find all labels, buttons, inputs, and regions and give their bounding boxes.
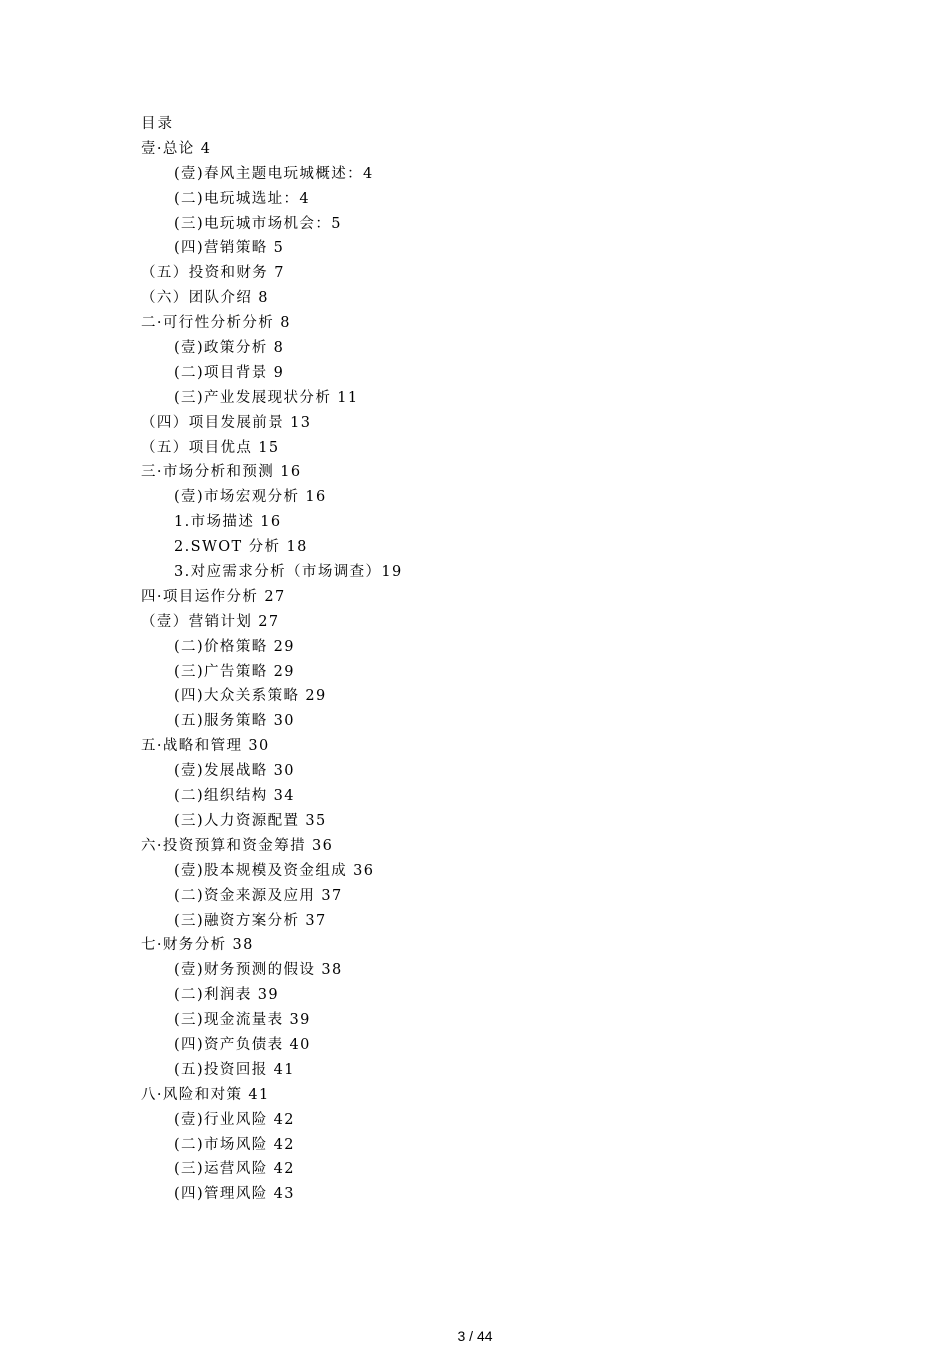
toc-entry: (壹)政策分析 8 bbox=[174, 340, 285, 357]
toc-entry: 五·战略和管理 30 bbox=[141, 738, 270, 755]
toc-entry: 七·财务分析 38 bbox=[141, 937, 254, 954]
toc-entry: （五）投资和财务 7 bbox=[141, 265, 285, 282]
toc-entry: (壹)市场宏观分析 16 bbox=[174, 489, 327, 506]
toc-entry: (壹)行业风险 42 bbox=[174, 1111, 295, 1128]
toc-entry: (二)电玩城选址：4 bbox=[174, 190, 311, 207]
toc-entry: (四)营销策略 5 bbox=[174, 240, 285, 257]
toc-entry: 2.SWOT 分析 18 bbox=[174, 539, 308, 556]
toc-entry: 八·风险和对策 41 bbox=[141, 1086, 270, 1103]
toc-title: 目录 bbox=[141, 116, 174, 132]
toc-entry: 壹·总论 4 bbox=[141, 140, 212, 157]
toc-entry: (三)现金流量表 39 bbox=[174, 1012, 311, 1029]
toc-entry: (五)投资回报 41 bbox=[174, 1061, 295, 1078]
toc-entry: (三)产业发展现状分析 11 bbox=[174, 389, 359, 406]
toc-entry: (四)管理风险 43 bbox=[174, 1186, 295, 1203]
toc-entry: (二)组织结构 34 bbox=[174, 788, 295, 805]
toc-entry: (二)市场风险 42 bbox=[174, 1136, 295, 1153]
toc-entry: （四）项目发展前景 13 bbox=[141, 414, 312, 431]
toc-entry: (三)电玩城市场机会：5 bbox=[174, 215, 342, 232]
toc-entry: (二)项目背景 9 bbox=[174, 364, 285, 381]
toc-entry: 二·可行性分析分析 8 bbox=[141, 315, 291, 332]
toc-entry: (壹)财务预测的假设 38 bbox=[174, 962, 343, 979]
page-number: 3 / 44 bbox=[457, 1328, 493, 1344]
toc-entry: 四·项目运作分析 27 bbox=[141, 588, 286, 605]
toc-entry: (三)人力资源配置 35 bbox=[174, 812, 327, 829]
toc-entry: (五)服务策略 30 bbox=[174, 713, 295, 730]
table-of-contents bbox=[141, 112, 403, 1207]
toc-entry: (三)运营风险 42 bbox=[174, 1161, 295, 1178]
toc-entry: (二)价格策略 29 bbox=[174, 638, 295, 655]
toc-entry: (四)大众关系策略 29 bbox=[174, 688, 327, 705]
toc-entry: (四)资产负债表 40 bbox=[174, 1036, 311, 1053]
toc-entry: (二)利润表 39 bbox=[174, 987, 279, 1004]
toc-entry: (三)广告策略 29 bbox=[174, 663, 295, 680]
toc-entry: 六·投资预算和资金筹措 36 bbox=[141, 837, 334, 854]
toc-entry: （六）团队介绍 8 bbox=[141, 290, 269, 307]
toc-entry: (壹)发展战略 30 bbox=[174, 763, 295, 780]
toc-entry: (二)资金来源及应用 37 bbox=[174, 887, 343, 904]
toc-entry: （壹）营销计划 27 bbox=[141, 613, 280, 630]
toc-entry: 3.对应需求分析（市场调查）19 bbox=[174, 564, 403, 581]
toc-entry: 三·市场分析和预测 16 bbox=[141, 464, 302, 481]
toc-entry: (三)融资方案分析 37 bbox=[174, 912, 327, 929]
toc-entry: (壹)春风主题电玩城概述：4 bbox=[174, 165, 374, 182]
toc-entry: (壹)股本规模及资金组成 36 bbox=[174, 862, 375, 879]
toc-entry: 1.市场描述 16 bbox=[174, 514, 282, 531]
toc-entry: （五）项目优点 15 bbox=[141, 439, 280, 456]
